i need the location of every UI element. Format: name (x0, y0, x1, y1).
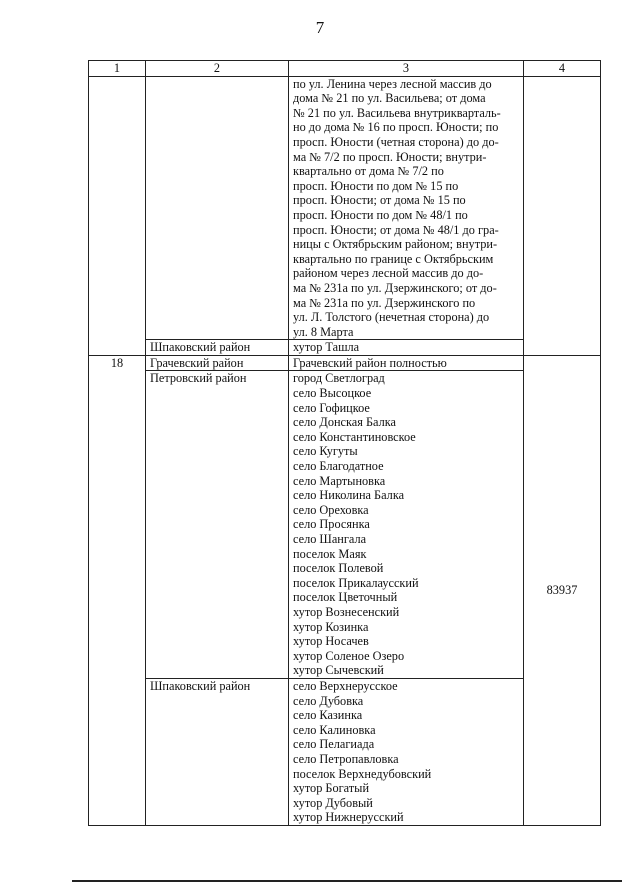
settlement-item: село Николина Балка (293, 488, 405, 503)
column-header-4: 4 (524, 61, 601, 77)
settlement-item: село Кугуты (293, 444, 358, 459)
settlement-item: село Калиновка (293, 722, 376, 737)
settlement-item: хутор Соленое Озеро (293, 648, 405, 663)
settlement-item: село Дубовка (293, 693, 364, 708)
districts-table (88, 60, 601, 826)
settlement-item: село Благодатное (293, 459, 384, 474)
page-number: 7 (315, 18, 325, 37)
settlement-text: хутор Ташла (289, 340, 524, 356)
settlement-item: село Пелагиада (293, 737, 375, 752)
settlement-item: село Гофицкое (293, 400, 370, 415)
settlement-text: Грачевский район полностью (289, 355, 524, 371)
settlement-item: поселок Верхнедубовский (293, 766, 432, 781)
district-name: Шпаковский район (146, 340, 289, 356)
settlement-item: хутор Козинка (293, 619, 369, 634)
settlement-item: поселок Прикалаусский (293, 575, 419, 590)
settlement-item: село Просянка (293, 517, 370, 532)
settlement-list-cell (289, 678, 524, 825)
number-cell-empty (89, 76, 146, 355)
table-row (89, 76, 601, 340)
settlement-list (293, 679, 519, 825)
district-name: Грачевский район (146, 355, 289, 371)
table-header-row (89, 61, 601, 77)
settlement-item: село Ореховка (293, 502, 369, 517)
column-header-2: 2 (146, 61, 289, 77)
settlement-item: село Мартыновка (293, 473, 386, 488)
settlement-item: хутор Вознесенский (293, 604, 400, 619)
district-name: Петровский район (146, 371, 289, 678)
settlement-item: город Светлоград (293, 371, 385, 386)
settlement-item: поселок Полевой (293, 561, 384, 576)
district-number: 18 (89, 355, 146, 825)
settlement-item: село Верхнерусское (293, 678, 398, 693)
column-header-3: 3 (289, 61, 524, 77)
district-name: Шпаковский район (146, 678, 289, 825)
settlement-item: село Константиновское (293, 429, 416, 444)
bottom-rule (72, 880, 622, 882)
settlement-item: хутор Сычевский (293, 663, 384, 678)
boundary-description: по ул. Ленина через лесной массив до дома № 21 по ул. Васильева; от дома № 21 по ул. Васильева внутрикварталь- но до дома № 16 по просп. Юности; по просп. Юности (четная сторона) до до- ма № 7/2 по просп. Юности; внутри- квартально от дома № 7/2 по просп. Юности по дом № 15 по просп. Юности; от дома № 15 по просп. Юности по дом № 48/1 по просп. Юности; от дома № 48/1 до гра- ницы с Октябрьским районом; внутри- квартально по границе с Октябрьским районом через лесной массив до до- ма № 231а по ул. Дзержинского; от до- ма № 231а по ул. Дзержинского по ул. Л. Толстого (нечетная сторона) до ул. 8 Марта (289, 76, 524, 340)
population-value: 83937 (524, 355, 601, 825)
district-cell-empty (146, 76, 289, 340)
settlement-item: хутор Дубовый (293, 795, 373, 810)
settlement-item: хутор Богатый (293, 781, 370, 796)
settlement-item: село Казинка (293, 708, 363, 723)
settlement-item: хутор Носачев (293, 634, 369, 649)
population-cell-empty (524, 76, 601, 355)
settlement-item: хутор Нижнерусский (293, 810, 404, 825)
settlement-item: поселок Маяк (293, 546, 367, 561)
column-header-1: 1 (89, 61, 146, 77)
settlement-list (293, 371, 519, 677)
settlement-item: село Петропавловка (293, 751, 399, 766)
settlement-item: поселок Цветочный (293, 590, 398, 605)
settlement-list-cell (289, 371, 524, 678)
settlement-item: село Высоцкое (293, 386, 372, 401)
table-row (89, 355, 601, 371)
settlement-item: село Шангала (293, 532, 367, 546)
settlement-item: село Донская Балка (293, 415, 396, 430)
